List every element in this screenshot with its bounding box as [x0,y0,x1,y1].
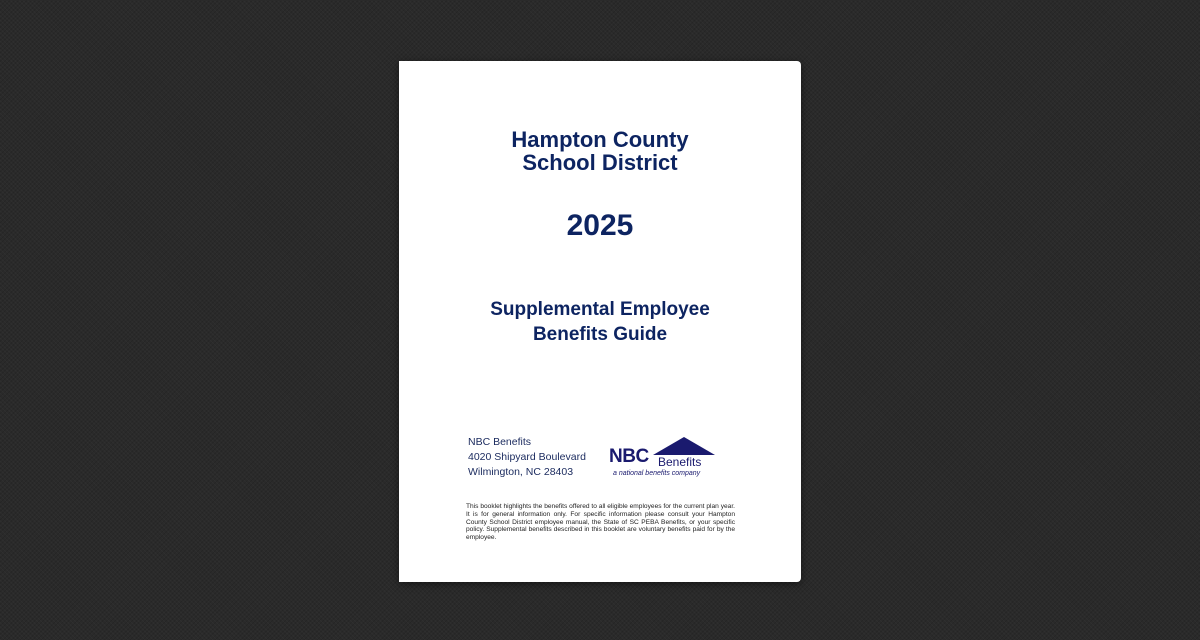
document-page [399,61,801,582]
subtitle-line-2: Benefits Guide [532,324,668,345]
logo-brand: NBC [609,446,649,467]
company-address [468,435,586,480]
address-line-2: 4020 Shipyard Boulevard [468,451,586,463]
logo-tagline: a national benefits company [613,470,701,477]
address-line-3: Wilmington, NC 28403 [468,466,574,478]
logo-word: Benefits [658,455,702,469]
roof-icon [653,437,715,455]
title-line-1: Hampton County [511,127,689,152]
address-line-1: NBC Benefits [468,436,532,448]
nbc-benefits-logo [609,437,719,483]
year-heading: 2025 [566,209,634,242]
page-title [399,128,801,174]
disclaimer-text: This booklet highlights the benefits offered to all eligible employees for the current plan year. It is for general information only. For specific information please consult your Hampton County School District employee manual, the State of SC PEBA Benefits, or your specific policy. Supplemental benefits described in this booklet are voluntary benefits paid for by the employee. [466,503,735,542]
title-line-2: School District [522,150,678,175]
subtitle [399,297,801,347]
subtitle-line-1: Supplemental Employee [490,299,710,320]
